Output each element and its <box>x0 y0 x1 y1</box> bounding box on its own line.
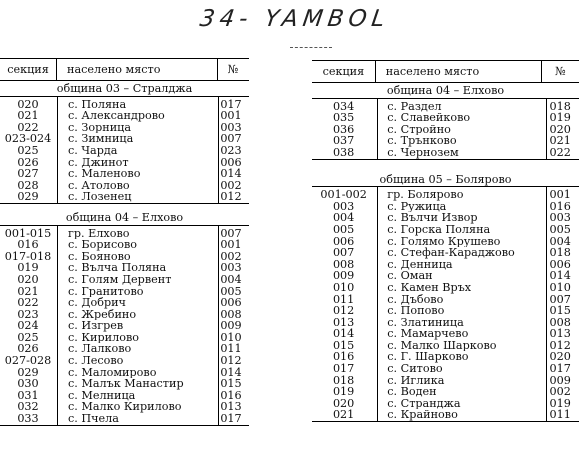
cell-place: с. Малък Манастир <box>68 378 184 390</box>
cell-section: 016 <box>17 238 39 252</box>
group-rows <box>0 97 249 203</box>
cell-number: 014 <box>220 365 242 379</box>
cell-number: 017 <box>220 97 242 111</box>
cell-place: с. Гранитово <box>68 285 144 298</box>
cell-section: 027-028 <box>4 354 52 368</box>
municipality-title: община 04 – Елхово <box>312 83 579 99</box>
cell-number: 015 <box>220 377 242 391</box>
right-table <box>312 60 579 422</box>
table-row <box>0 297 249 309</box>
cell-section: 036 <box>332 122 355 136</box>
cell-section: 029 <box>17 365 39 379</box>
cell-number: 010 <box>549 280 571 294</box>
cell-number: 021 <box>549 134 571 148</box>
cell-section: 026 <box>17 155 39 169</box>
cell-section: 028 <box>17 178 39 192</box>
table-row <box>0 355 249 367</box>
cell-place: с. Стройно <box>387 123 451 136</box>
column-rule <box>377 187 378 421</box>
cell-number: 010 <box>220 330 242 344</box>
cell-number: 016 <box>549 199 571 213</box>
cell-number: 006 <box>549 257 571 271</box>
cell-place: с. Джинот <box>68 156 129 169</box>
cell-place: с. Изгрев <box>68 320 124 332</box>
cell-place: с. Странджа <box>387 397 461 410</box>
cell-section: 020 <box>17 272 39 286</box>
cell-place: с. Жребино <box>68 308 137 321</box>
cell-place: с. Воден <box>387 386 437 398</box>
cell-place: гр. Елхово <box>68 227 130 240</box>
cell-section: 003 <box>332 199 355 213</box>
cell-place: с. Крайново <box>387 409 458 422</box>
cell-number: 019 <box>549 111 571 125</box>
group-rows <box>0 226 249 425</box>
cell-number: 023 <box>220 143 242 157</box>
cell-number: 014 <box>220 167 242 181</box>
municipality-group <box>0 81 249 204</box>
table-row <box>0 168 249 180</box>
handwritten-underline <box>290 47 332 48</box>
cell-section: 007 <box>332 246 355 260</box>
cell-number: 005 <box>549 222 571 236</box>
cell-number: 001 <box>549 188 571 202</box>
cell-section: 023-024 <box>4 132 52 146</box>
header-section: секция <box>7 62 49 76</box>
cell-number: 003 <box>220 261 242 275</box>
column-rule <box>377 99 378 159</box>
cell-section: 006 <box>332 234 355 248</box>
cell-number: 009 <box>549 373 571 387</box>
cell-place: с. Кирилово <box>68 331 139 344</box>
group-end-rule <box>0 203 249 204</box>
cell-place: с. Мелница <box>68 389 136 402</box>
cell-place: с. Трънково <box>387 135 457 147</box>
cell-place: с. Вълча Поляна <box>68 262 167 274</box>
cell-place: с. Иглика <box>387 374 445 387</box>
cell-section: 012 <box>332 304 355 318</box>
cell-place: с. Дъбово <box>387 293 444 306</box>
cell-number: 018 <box>549 246 571 260</box>
cell-section: 035 <box>332 111 355 125</box>
cell-place: с. Александрово <box>68 110 165 122</box>
cell-place: с. Оман <box>387 270 433 282</box>
cell-place: с. Голямо Крушево <box>387 235 501 248</box>
column-rule <box>546 99 547 159</box>
cell-number: 006 <box>220 296 242 310</box>
cell-section: 019 <box>17 261 39 275</box>
table-row <box>0 239 249 251</box>
cell-number: 005 <box>220 284 242 298</box>
cell-number: 022 <box>549 145 571 159</box>
cell-place: с. Зорница <box>68 121 132 134</box>
left-table <box>0 58 249 426</box>
cell-number: 001 <box>220 238 242 252</box>
cell-section: 020 <box>17 97 39 111</box>
cell-number: 002 <box>220 178 242 192</box>
cell-number: 002 <box>549 385 571 399</box>
cell-section: 014 <box>332 327 355 341</box>
cell-section: 022 <box>17 120 39 134</box>
cell-section: 008 <box>332 257 355 271</box>
cell-section: 027 <box>17 167 39 181</box>
table-row <box>0 145 249 157</box>
cell-section: 033 <box>17 412 39 426</box>
cell-place: с. Поляна <box>68 98 127 111</box>
cell-section: 021 <box>332 408 355 422</box>
cell-number: 008 <box>220 307 242 321</box>
cell-section: 021 <box>17 284 39 298</box>
table-row <box>312 282 579 294</box>
cell-section: 021 <box>17 109 39 123</box>
cell-place: с. Борисово <box>68 239 137 251</box>
cell-place: с. Ситово <box>387 363 443 375</box>
cell-place: с. Чернозем <box>387 146 459 159</box>
group-rows <box>312 187 579 421</box>
header-place: населено място <box>385 64 480 78</box>
cell-section: 004 <box>332 211 355 225</box>
municipality-title: община 05 – Болярово <box>312 172 579 188</box>
cell-section: 017-018 <box>4 249 52 263</box>
municipality-title: община 04 – Елхово <box>0 210 249 226</box>
cell-number: 012 <box>549 338 571 352</box>
cell-place: с. Лалково <box>68 343 132 356</box>
column-rule <box>218 226 219 425</box>
cell-number: 019 <box>549 396 571 410</box>
cell-place: с. Голям Дервент <box>68 273 172 286</box>
column-rule <box>218 97 219 203</box>
header-section: секция <box>322 64 365 78</box>
cell-place: с. Чарда <box>68 144 118 157</box>
cell-place: с. Златиница <box>387 316 464 329</box>
cell-number: 015 <box>549 304 571 318</box>
cell-number: 017 <box>549 362 571 376</box>
cell-number: 011 <box>220 342 242 356</box>
cell-place: с. Г. Шарково <box>387 351 469 364</box>
cell-section: 024 <box>17 319 39 333</box>
cell-place: с. Камен Връх <box>387 281 472 294</box>
cell-section: 037 <box>332 134 355 148</box>
column-rule <box>57 226 58 425</box>
cell-section: 031 <box>17 388 39 402</box>
table-row <box>312 224 579 236</box>
cell-place: с. Маленово <box>68 168 141 180</box>
cell-number: 007 <box>220 226 242 240</box>
cell-number: 008 <box>549 315 571 329</box>
left-table-header <box>0 59 249 81</box>
cell-section: 032 <box>17 400 39 414</box>
cell-number: 014 <box>549 269 571 283</box>
cell-section: 022 <box>17 296 39 310</box>
cell-number: 018 <box>549 99 571 113</box>
cell-number: 020 <box>549 350 571 364</box>
cell-number: 007 <box>220 132 242 146</box>
cell-place: с. Маломирово <box>68 366 157 379</box>
cell-number: 003 <box>220 120 242 134</box>
cell-number: 004 <box>549 234 571 248</box>
cell-section: 001-015 <box>4 226 52 240</box>
cell-number: 012 <box>220 354 242 368</box>
column-rule <box>546 187 547 421</box>
cell-section: 010 <box>332 280 355 294</box>
cell-number: 009 <box>220 319 242 333</box>
cell-section: 015 <box>332 338 355 352</box>
table-row <box>312 189 579 201</box>
cell-number: 001 <box>220 109 242 123</box>
cell-section: 011 <box>332 292 355 306</box>
cell-section: 019 <box>332 385 355 399</box>
cell-place: с. Пчела <box>68 413 119 425</box>
cell-section: 025 <box>17 143 39 157</box>
cell-number: 020 <box>549 122 571 136</box>
cell-number: 017 <box>220 412 242 426</box>
cell-number: 016 <box>220 388 242 402</box>
municipality-group <box>312 172 579 422</box>
cell-section: 034 <box>332 99 355 113</box>
table-row <box>0 191 249 203</box>
cell-place: с. Попово <box>387 305 445 317</box>
table-row <box>312 147 579 159</box>
cell-place: гр. Болярово <box>387 189 464 201</box>
municipality-group <box>0 210 249 426</box>
cell-place: с. Стефан-Караджово <box>387 247 515 259</box>
table-row <box>312 409 579 421</box>
cell-place: с. Вълчи Извор <box>387 212 478 224</box>
cell-section: 005 <box>332 222 355 236</box>
cell-section: 025 <box>17 330 39 344</box>
cell-number: 002 <box>220 249 242 263</box>
municipality-title: община 03 – Стралджа <box>0 81 249 97</box>
cell-number: 007 <box>549 292 571 306</box>
cell-section: 038 <box>332 145 355 159</box>
cell-place: с. Денница <box>387 258 453 271</box>
cell-number: 012 <box>220 190 242 204</box>
cell-section: 001-002 <box>320 188 367 202</box>
header-place: населено място <box>67 62 161 76</box>
cell-place: с. Бояново <box>68 250 131 263</box>
table-row <box>312 247 579 259</box>
group-rows <box>312 99 579 159</box>
table-row <box>0 413 249 425</box>
cell-number: 004 <box>220 272 242 286</box>
cell-number: 011 <box>549 408 571 422</box>
column-rule <box>57 97 58 203</box>
cell-section: 020 <box>332 396 355 410</box>
cell-number: 003 <box>549 211 571 225</box>
cell-place: с. Малко Шарково <box>387 339 497 352</box>
group-end-rule <box>312 421 579 422</box>
handwritten-title: 34- YAMBOL <box>198 6 392 32</box>
cell-place: с. Раздел <box>387 100 442 113</box>
cell-place: с. Горска Поляна <box>387 223 491 236</box>
cell-place: с. Мамарчево <box>387 328 469 340</box>
cell-number: 006 <box>220 155 242 169</box>
cell-place: с. Славейково <box>387 112 471 124</box>
cell-section: 026 <box>17 342 39 356</box>
header-num: № <box>555 64 566 78</box>
cell-section: 009 <box>332 269 355 283</box>
header-num: № <box>227 62 239 76</box>
cell-place: с. Добрич <box>68 297 126 309</box>
table-row <box>312 363 579 375</box>
cell-section: 018 <box>332 373 355 387</box>
cell-number: 013 <box>549 327 571 341</box>
cell-place: с. Малко Кирилово <box>68 401 182 414</box>
cell-place: с. Атолово <box>68 179 130 192</box>
cell-section: 017 <box>332 362 355 376</box>
cell-place: с. Лесово <box>68 355 124 367</box>
cell-section: 023 <box>17 307 39 321</box>
cell-section: 016 <box>332 350 355 364</box>
table-row <box>0 274 249 286</box>
municipality-group <box>312 83 579 160</box>
cell-place: с. Зимница <box>68 133 134 145</box>
cell-section: 029 <box>17 190 39 204</box>
table-row <box>312 305 579 317</box>
cell-number: 013 <box>220 400 242 414</box>
cell-place: с. Лозенец <box>68 191 132 203</box>
cell-section: 013 <box>332 315 355 329</box>
right-table-header <box>312 61 579 83</box>
cell-section: 030 <box>17 377 39 391</box>
cell-place: с. Ружица <box>387 200 447 213</box>
